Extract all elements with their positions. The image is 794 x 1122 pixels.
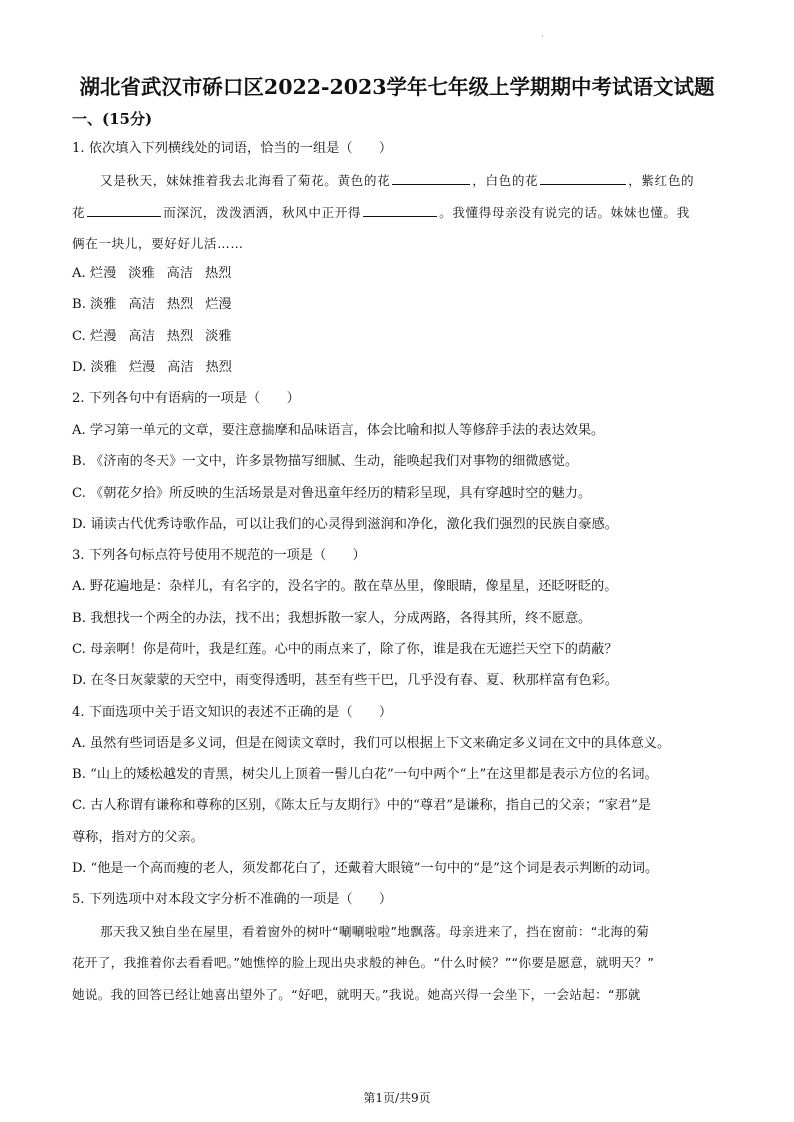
question-4-option-d: D. “他是一个高而瘦的老人，须发都花白了，还戴着大眼镜”一句中的“是”这个词是表示判断的动词。 [72,861,659,876]
fill-blank-1 [392,172,470,185]
passage-text: 而深沉，泼泼洒洒，秋风中正开得 [163,205,362,220]
question-3-stem: 3. 下列各句标点符号使用不规范的一项是（ ） [72,548,366,563]
option-label: B. [72,297,86,312]
question-4-option-a: A. 虽然有些词语是多义词，但是在阅读文章时，我们可以根据上下文来确定多义词在文中的具体意义。 [72,736,671,751]
option-word: 热烈 [166,329,194,344]
question-2-option-a: A. 学习第一单元的文章，要注意揣摩和品味语言，体会比喻和拟人等修辞手法的表达效果。 [72,423,605,438]
question-1-passage-line-1 [100,172,694,190]
question-2-option-d: D. 诵读古代优秀诗歌作品，可以让我们的心灵得到滋润和净化，激化我们强烈的民族自豪感。 [72,517,618,532]
option-word: 热烈 [205,266,232,281]
fill-blank-4 [363,204,437,217]
option-word: 烂漫 [128,360,156,375]
option-word: 高洁 [167,360,194,375]
option-word: 高洁 [166,266,194,281]
option-word: 高洁 [128,329,155,344]
question-3-option-d: D. 在冬日灰蒙蒙的天空中，雨变得透明，甚至有些干巴，几乎没有春、夏、秋那样富有色彩。 [72,673,618,688]
option-word: 烂漫 [90,329,117,344]
passage-text: 。我懂得母亲没有说完的话。妹妹也懂。我 [439,205,690,220]
section-heading: 一、(15分) [72,110,153,128]
passage-text: ，白色的花 [472,173,539,188]
option-word: 淡雅 [128,266,155,281]
option-label: C. [72,329,86,344]
question-1-passage-line-3: 俩在一块儿，要好好儿活…… [72,236,244,251]
question-5-passage-line-1: 那天我又独自坐在屋里，看着窗外的树叶“唰唰啦啦”地飘落。母亲进来了，挡在窗前：“北海的菊 [100,924,650,939]
option-word: 高洁 [128,297,155,312]
question-4-stem: 4. 下面选项中关于语文知识的表述不正确的是（ ） [72,705,393,720]
fill-blank-2 [540,172,626,185]
question-4-option-b: B. “山上的矮松越发的青黑，树尖儿上顶着一髻儿白花”一句中两个“上”在这里都是表示方位的名词。 [72,767,658,782]
question-2-option-b: B. 《济南的冬天》一文中，许多景物描写细腻、生动，能唤起我们对事物的细微感觉。 [72,454,579,469]
option-word: 烂漫 [205,297,232,312]
page-number: 第1页/共9页 [363,1091,431,1105]
option-word: 淡雅 [205,329,232,344]
passage-text: ，紫红色的 [628,173,695,188]
question-4-option-c-continued: 尊称，指对方的父亲。 [72,830,204,845]
top-mark: · [541,32,544,41]
passage-text: 花 [72,205,86,220]
question-5-stem: 5. 下列选项中对本段文字分析不准确的一项是（ ） [72,892,393,907]
option-word: 烂漫 [89,266,117,281]
question-1-option-c [72,328,244,346]
option-word: 热烈 [166,297,194,312]
question-3-option-c: C. 母亲啊！你是荷叶，我是红莲。心中的雨点来了，除了你，谁是我在无遮拦天空下的荫蔽？ [72,642,618,657]
question-3-option-b: B. 我想找一个两全的办法，找不出；我想拆散一家人，分成两路，各得其所，终不愿意。 [72,611,592,626]
passage-text: 又是秋天，妹妹推着我去北海看了菊花。黄色的花 [100,173,391,188]
question-1-option-a [72,265,243,283]
question-4-option-c: C. 古人称谓有谦称和尊称的区别，《陈太丘与友期行》中的“尊君”是谦称，指自己的父亲；“家君”是 [72,798,652,813]
question-2-option-c: C. 《朝花夕拾》所反映的生活场景是对鲁迅童年经历的精彩呈现，具有穿越时空的魅力。 [72,486,592,501]
option-word: 热烈 [205,360,232,375]
question-1-passage-line-2 [72,204,690,222]
question-1-option-b [72,296,244,314]
question-5-passage-line-3: 她说。我的回答已经让她喜出望外了。“好吧，就明天。”我说。她高兴得一会坐下，一会站起：“那就 [72,987,641,1002]
option-label: D. [72,360,87,375]
page-title: 湖北省武汉市硚口区2022-2023学年七年级上学期期中考试语文试题 [79,75,715,99]
question-1-stem: 1. 依次填入下列横线处的词语，恰当的一组是（ ） [72,141,393,156]
question-3-option-a: A. 野花遍地是：杂样儿，有名字的，没名字的。散在草丛里，像眼睛，像星星，还眨呀眨的。 [72,579,618,594]
option-word: 淡雅 [90,297,117,312]
option-label: A. [72,266,86,281]
fill-blank-3 [87,204,161,217]
option-word: 淡雅 [90,360,117,375]
question-5-passage-line-2: 花开了，我推着你去看看吧。”她憔悴的脸上现出央求般的神色。“什么时候？”“你要是愿意，就明天？” [72,955,655,970]
question-1-option-d [72,359,244,377]
question-2-stem: 2. 下列各句中有语病的一项是（ ） [72,391,300,406]
